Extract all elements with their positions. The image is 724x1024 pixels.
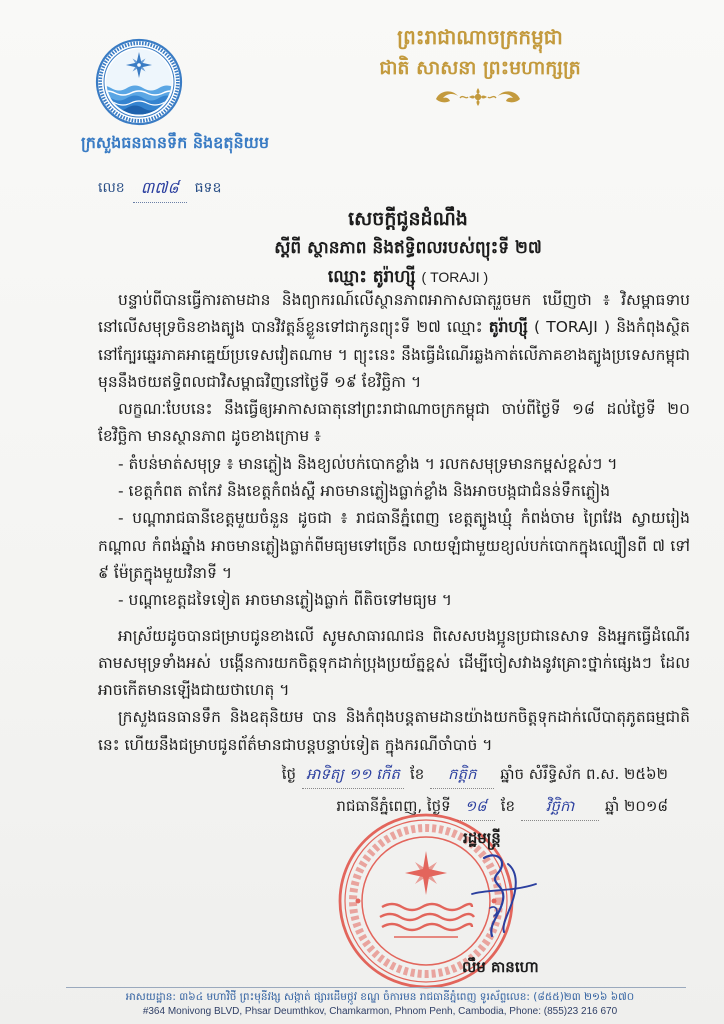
paragraph-situation-part-1: បន្ទាប់ពីបានធ្វើការតាមដាន និងព្យាករណ៍លើស្ថានភាពអាកាសធាតុរួចមក ឃើញថា ៖ វិសម្ពាធទាប នៅលើសមុទ្រចិនខាងត្បូង បានវិវត្តន៍ខ្លួនទៅជាកូនព្យុះទី ២៧ ឈ្មោះ — [98, 291, 690, 337]
place-label: រាជធានីភ្នំពេញ, ថ្ងៃទី — [336, 797, 451, 815]
footer-address-english: #364 Monivong BLVD, Phsar Deumthkov, Chamkarmon, Phnom Penh, Cambodia, Phone: (855)23 216 670 — [142, 1006, 618, 1017]
storm-name: ឈ្មោះ តូរ៉ាហ្ស៊ី — [327, 267, 416, 287]
paragraph-situation — [98, 287, 690, 396]
bullet-kampot-takeo: - ខេត្តកំពត តាកែវ និងខេត្តកំពង់ស្ពឺ អាចមានភ្លៀងធ្លាក់ខ្លាំង និងអាចបង្កជាជំនន់ទឹកភ្លៀង — [118, 482, 611, 501]
footer-address-khmer: អាសយដ្ឋាន: ៣៦៤ មហាវិថី ព្រះមុនីវង្ស សង្កាត់ ផ្សារដើមថ្កូវ ខណ្ឌ ចំការមន រាជធានីភ្នំពេញ ទូរស័ព្ទលេខ: (៨៥៥)២៣ ២១៦ ៦៧០ — [125, 991, 635, 1003]
day-handwritten: ១៨ — [457, 792, 495, 821]
reference-code: ធទឧ — [194, 180, 222, 196]
reference-number: ៣៧៨ — [133, 174, 187, 203]
lunar-day-label: ថ្ងៃ — [281, 765, 297, 783]
reference-label: លេខ — [98, 180, 125, 196]
bullet-other-provinces: - បណ្តាខេត្តដទៃទៀត អាចមានភ្លៀងធ្លាក់ ពីតិចទៅមធ្យម ។ — [118, 591, 452, 610]
paragraph-monitoring: ក្រសួងធនធានទឹក និងឧតុនិយម បាន និងកំពុងបន្តតាមដានយ៉ាងយកចិត្តទុកដាក់លើបាតុភូតធម្មជាតិនេះ ហើយនឹងជម្រាបជូនព័ត៌មានជាបន្តបន្ទាប់ទៀត ក្នុងករណីចាំបាច់ ។ — [98, 708, 690, 754]
kingdom-heading: ព្រះរាជាណាចក្រកម្ពុជា — [397, 25, 563, 49]
storm-latin-name: ( TORAJI ) — [421, 269, 489, 285]
reference-number-line — [98, 174, 221, 202]
signature — [446, 846, 556, 941]
lunar-year: ឆ្នាំច សំរឹទ្ធិស័ក ព.ស. ២៥៦២ — [500, 765, 668, 783]
title-line-2: ស្តីពី ស្ថានភាព និងឥទ្ធិពលរបស់ព្យុះទី ២៧ — [274, 238, 542, 258]
notice-title — [98, 205, 718, 292]
footer-divider — [66, 987, 686, 988]
storm-name-inline: តូរ៉ាហ្ស៊ី — [488, 318, 528, 337]
seal-compass-star-icon — [405, 851, 447, 895]
lunar-date-line — [282, 760, 668, 788]
title-line-1: សេចក្តីជូនដំណឹង — [348, 208, 468, 230]
ministry-name: ក្រសួងធនធានទឹក និងឧតុនិយម — [80, 133, 270, 152]
month-handwritten: វិច្ឆិកា — [521, 792, 599, 821]
year: ឆ្នាំ ២០១៨ — [605, 797, 668, 815]
signatory-name: លឹម គានហោ — [462, 958, 539, 976]
bullet-capital-provinces: - បណ្តារាជធានីខេត្តមួយចំនួន ដូចជា ៖ រាជធានីភ្នំពេញ ខេត្តត្បូងឃ្មុំ កំពង់ចាម ព្រៃវែង ស្វាយរៀង កណ្តាល កំពង់ឆ្នាំង អាចមានភ្លៀងធ្លាក់ពីមធ្យមទៅច្រើន លាយឡំជាមួយខ្យល់បក់បោកក្នុងល្បឿនពី ៧ ទៅ ៩ ម៉ែត្រក្នុងមួយវិនាទី ។ — [98, 509, 690, 582]
lunar-month-label: ខែ — [409, 765, 425, 783]
signatory-title: រដ្ឋមន្ត្រី — [463, 829, 501, 847]
month-label: ខែ — [500, 797, 515, 815]
paragraph-advice: អាស្រ័យដូចបានជម្រាបជូនខាងលើ សូមសាធារណជន ពិសេសបងប្អូនប្រជានេសាទ និងអ្នកធ្វើដំណើរតាមសមុទ្រទាំងអស់ បង្កើនការយកចិត្តទុកដាក់ប្រុងប្រយ័ត្នខ្ពស់ ដើម្បីចៀសវាងនូវគ្រោះថ្នាក់ផ្សេងៗ ដែលអាចកើតមានឡើងជាយថាហេតុ ។ — [98, 626, 690, 700]
lunar-day-handwritten: អាទិត្យ ១១ កើត — [302, 760, 404, 789]
paragraph-situation-part-2: ( TORAJI ) និងកំពុងស្ថិតនៅក្បែរឆ្នេរភាគអាគ្នេយ៍ប្រទេសវៀតណាម ។ ព្យុះនេះ នឹងធ្វើដំណើរឆ្លងកាត់លើភាគខាងត្បូងប្រទេសកម្ពុជា មុននឹងថយឥទ្ធិពលជាវិសម្ពាធវិញនៅថ្ងៃទី ១៩ ខែវិច្ឆិកា ។ — [98, 318, 690, 391]
paragraph-impact: លក្ខណៈបែបនេះ នឹងធ្វើឲ្យអាកាសធាតុនៅព្រះរាជាណាចក្រកម្ពុជា ចាប់ពីថ្ងៃទី ១៨ ដល់ថ្ងៃទី ២០ ខែវិច្ឆិកា មានស្ថានភាព ដូចខាងក្រោម ៖ — [98, 400, 690, 446]
flourish-ornament-icon — [432, 86, 524, 108]
bullet-coastal: - តំបន់មាត់សមុទ្រ ៖ មានភ្លៀង និងខ្យល់បក់បោកខ្លាំង ។ រលកសមុទ្រមានកម្ពស់ខ្ពស់ៗ ។ — [118, 454, 618, 473]
lunar-month-handwritten: កត្តិក — [430, 760, 494, 789]
notice-body — [98, 287, 690, 759]
ministry-logo — [95, 38, 183, 126]
national-motto: ជាតិ សាសនា ព្រះមហាក្សត្រ — [379, 57, 581, 79]
